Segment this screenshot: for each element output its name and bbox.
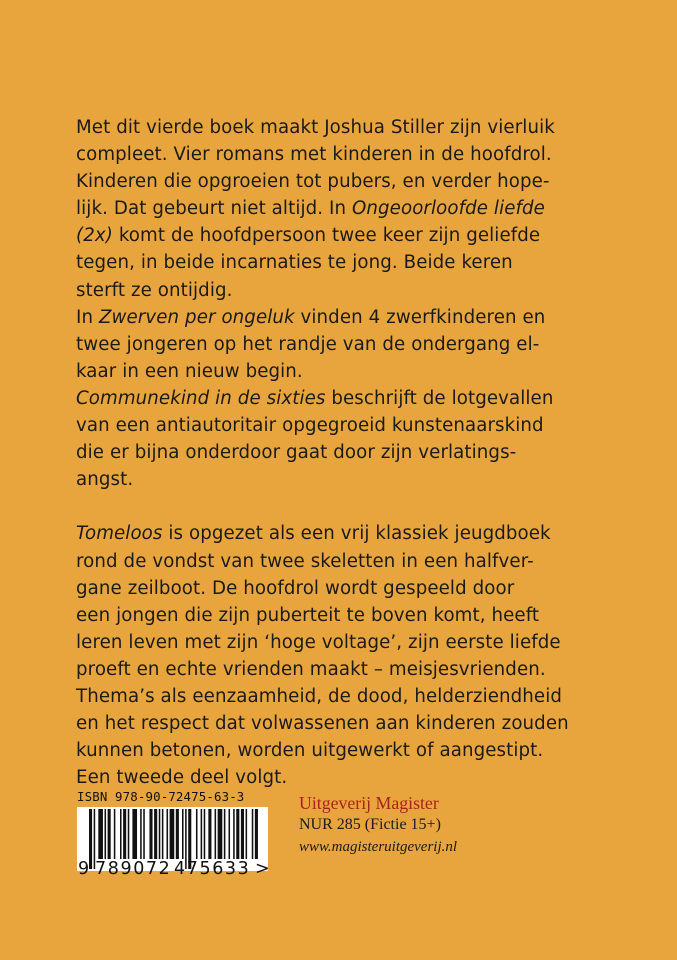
blurb-text: Thema’s als eenzaamheid, de dood, helderziendheid: [76, 685, 562, 707]
blurb-line: [76, 277, 646, 304]
blurb-line: [76, 737, 646, 764]
blurb-line: [76, 412, 646, 439]
barcode-digits: [77, 858, 268, 880]
blurb-text: gane zeilboot. De hoofdrol wordt gespeeld door: [76, 577, 515, 599]
blurb-text: angst.: [76, 469, 134, 491]
blurb-line: [76, 656, 646, 683]
blurb-text: en het respect dat volwassenen aan kinderen zouden: [76, 713, 569, 735]
nur-code: NUR 285 (Fictie 15+): [299, 816, 441, 833]
blurb-line: [76, 548, 646, 575]
book-title-italic: Tomeloos: [76, 523, 163, 545]
blurb-text: In: [76, 306, 99, 328]
blurb-text: Een tweede deel volgt.: [76, 767, 288, 789]
book-title-italic: (2x): [76, 225, 113, 247]
blurb-text: sterft ze ontijdig.: [76, 279, 233, 301]
isbn-label: ISBN 978-90-72475-63-3: [77, 789, 245, 804]
blurb-line: [76, 358, 646, 385]
publisher-block: [299, 792, 629, 858]
blurb-line: [76, 304, 646, 331]
barcode-digit-lead: 9: [78, 859, 90, 879]
publisher-url: www.magisteruitgeverij.nl: [299, 839, 458, 855]
blurb-text: tegen, in beide incarnaties te jong. Beide keren: [76, 252, 513, 274]
blurb-text: kunnen betonen, worden uitgewerkt of aangestipt.: [76, 740, 544, 762]
blurb-line: [76, 575, 646, 602]
blurb-line: [76, 114, 646, 141]
barcode-digit-trail: >: [255, 859, 270, 879]
blurb-line: [76, 385, 646, 412]
blurb-line: [76, 222, 646, 249]
blurb-line: [76, 629, 646, 656]
blurb-text: Kinderen die opgroeien tot pubers, en verder hope-: [76, 171, 550, 193]
blurb-line: [76, 141, 646, 168]
blurb-line: [76, 195, 646, 222]
back-cover-blurb: [76, 114, 646, 791]
blurb-text: proeft en echte vrienden maakt – meisjesvrienden.: [76, 658, 546, 680]
blurb-line: [76, 520, 646, 547]
blurb-text: twee jongeren op het randje van de ondergang el-: [76, 333, 540, 355]
book-title-italic: Communekind in de sixties: [76, 387, 326, 409]
blurb-text: van een antiautoritair opgegroeid kunstenaarskind: [76, 415, 544, 437]
blurb-line: [76, 683, 646, 710]
publisher-name: Uitgeverij Magister: [299, 793, 439, 813]
blurb-line: [76, 466, 646, 493]
blurb-line: [76, 764, 646, 791]
book-title-italic: Zwerven per ongeluk: [98, 306, 295, 328]
blurb-text: compleet. Vier romans met kinderen in de hoofdrol.: [76, 144, 552, 166]
blurb-text: lijk. Dat gebeurt niet altijd. In: [76, 198, 352, 220]
blurb-text: beschrijft de lotgevallen: [325, 387, 554, 409]
blurb-text: is opgezet als een vrij klassiek jeugdboek: [162, 523, 551, 545]
blurb-line: [76, 249, 646, 276]
blurb-text: komt de hoofdpersoon twee keer zijn geliefde: [112, 225, 541, 247]
book-title-italic: Ongeoorloofde liefde: [352, 198, 545, 220]
blurb-text: een jongen die zijn puberteit te boven komt, heeft: [76, 604, 540, 626]
barcode-digits-left: 789072: [95, 859, 172, 879]
blurb-text: kaar in een nieuw begin.: [76, 360, 303, 382]
blurb-text: rond de vondst van twee skeletten in een halfver-: [76, 550, 534, 572]
blurb-text: Met dit vierde boek maakt Joshua Stiller zijn vierluik: [76, 117, 555, 138]
blurb-text: leren leven met zijn ‘hoge voltage’, zijn eerste liefde: [76, 631, 561, 653]
blurb-line: [76, 168, 646, 195]
blurb-line: [76, 710, 646, 737]
blurb-line: [76, 602, 646, 629]
blurb-text: vinden 4 zwerfkinderen en: [294, 306, 546, 328]
barcode-digits-right: 475633: [174, 859, 251, 879]
blurb-line: [76, 331, 646, 358]
blurb-text: die er bijna onderdoor gaat door zijn verlatings-: [76, 442, 517, 464]
blurb-line: [76, 439, 646, 466]
paragraph-gap: [76, 493, 646, 520]
isbn-barcode: [77, 790, 268, 890]
